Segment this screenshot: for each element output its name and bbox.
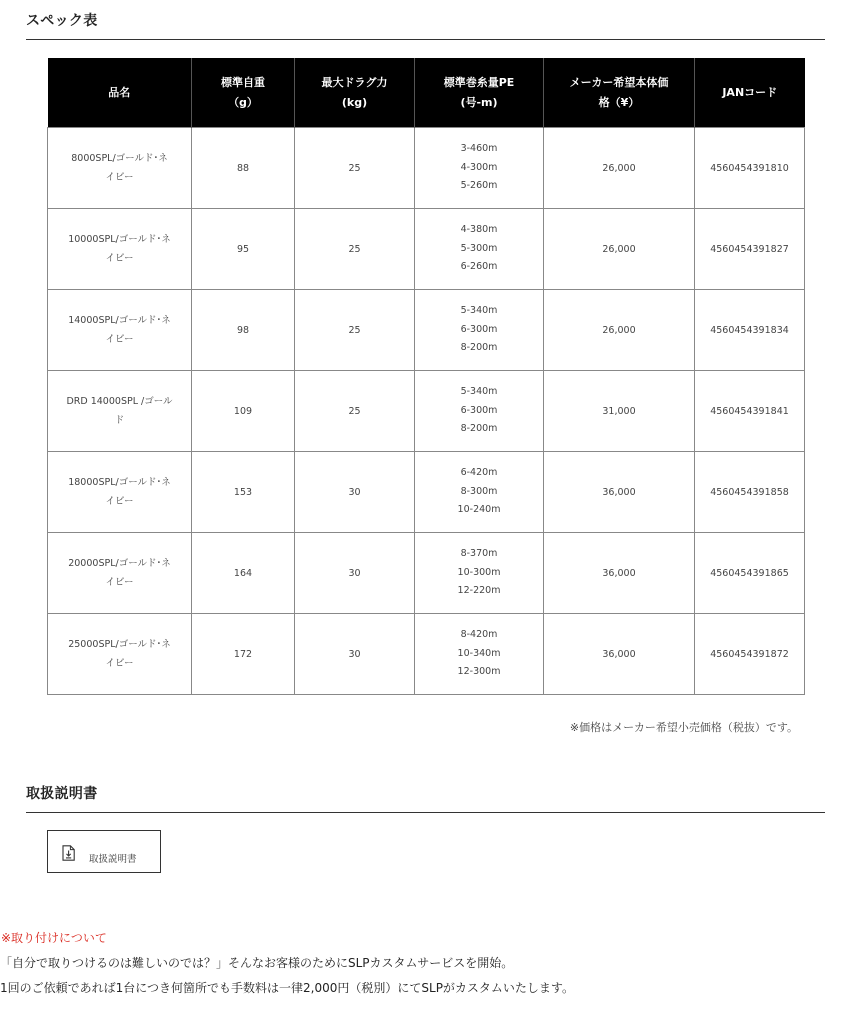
product-name-cell — [48, 290, 192, 371]
line-capacity-line: 6-300m — [460, 323, 498, 335]
line-capacity-line: 8-370m — [460, 548, 498, 560]
price-cell: 36,000 — [544, 533, 695, 614]
line-capacity-line: 3-460m — [460, 143, 498, 155]
jan-code-cell: 4560454391834 — [695, 290, 805, 371]
line-capacity-line: 5-260m — [460, 180, 498, 192]
product-name-line: イビー — [105, 496, 134, 507]
jan-code-cell: 4560454391841 — [695, 371, 805, 452]
line-capacity-line: 8-200m — [460, 423, 498, 435]
manual-section — [26, 785, 825, 813]
line-capacity-cell — [415, 452, 544, 533]
table-row — [48, 614, 805, 695]
header-line-capacity-label: 標準巻糸量PE — [443, 75, 515, 89]
spec-table-header-row — [48, 58, 805, 128]
drag-cell: 25 — [295, 209, 415, 290]
price-note: ※価格はメーカー希望小売価格（税抜）です。 — [569, 721, 798, 734]
header-max-drag-label: 最大ドラグ力 — [321, 75, 388, 89]
weight-cell: 109 — [192, 371, 295, 452]
weight-cell: 172 — [192, 614, 295, 695]
document-download-icon — [62, 845, 75, 861]
header-line-capacity — [415, 58, 544, 128]
weight-cell: 153 — [192, 452, 295, 533]
spec-section — [26, 12, 825, 40]
header-product-name — [48, 58, 192, 128]
product-name-line: イビー — [105, 172, 134, 183]
product-name-line: イビー — [105, 577, 134, 588]
notice-line: 「自分で取りつけるのは難しいのでは？」そんなお客様のためにSLPカスタムサービスを開始。 — [0, 956, 514, 970]
jan-code-cell: 4560454391810 — [695, 128, 805, 209]
header-price-label: メーカー希望本体価 — [569, 75, 669, 89]
jan-code-cell: 4560454391827 — [695, 209, 805, 290]
spec-table — [47, 58, 805, 695]
manual-section-title: 取扱説明書 — [26, 785, 825, 813]
header-weight-unit: （g） — [228, 95, 258, 109]
line-capacity-line: 5-340m — [460, 386, 498, 398]
product-name-line: イビー — [105, 253, 134, 264]
product-name-line: 25000SPL/ゴールド･ネ — [68, 639, 171, 650]
table-row — [48, 128, 805, 209]
table-row — [48, 533, 805, 614]
notice-line: 1回のご依頼であれば1台につき何箇所でも手数料は一律2,000円（税別）にてSLPがカスタムいたします。 — [0, 981, 574, 995]
drag-cell: 25 — [295, 290, 415, 371]
table-row — [48, 371, 805, 452]
installation-notice — [0, 929, 850, 1001]
line-capacity-line: 8-300m — [460, 485, 498, 497]
header-line-capacity-unit: (号-m) — [460, 95, 498, 109]
product-name-line: イビー — [105, 334, 134, 345]
weight-cell: 164 — [192, 533, 295, 614]
line-capacity-line: 5-340m — [460, 305, 498, 317]
table-row — [48, 452, 805, 533]
line-capacity-line: 4-300m — [460, 161, 498, 173]
line-capacity-line: 4-380m — [460, 224, 498, 236]
product-name-line: 20000SPL/ゴールド･ネ — [68, 558, 171, 569]
notice-title: ※取り付けについて — [1, 931, 107, 945]
product-name-line: 14000SPL/ゴールド･ネ — [68, 315, 171, 326]
header-max-drag-unit: (kg) — [341, 95, 368, 109]
line-capacity-line: 12-300m — [457, 666, 501, 678]
line-capacity-line: 10-300m — [457, 566, 501, 578]
line-capacity-line: 5-300m — [460, 242, 498, 254]
line-capacity-cell — [415, 371, 544, 452]
header-jan-code — [695, 58, 805, 128]
jan-code-cell: 4560454391872 — [695, 614, 805, 695]
spec-section-title: スペック表 — [26, 12, 825, 40]
line-capacity-cell — [415, 209, 544, 290]
header-weight-label: 標準自重 — [221, 75, 265, 89]
line-capacity-cell — [415, 614, 544, 695]
drag-cell: 30 — [295, 452, 415, 533]
weight-cell: 98 — [192, 290, 295, 371]
product-name-cell — [48, 614, 192, 695]
price-cell: 26,000 — [544, 128, 695, 209]
price-cell: 36,000 — [544, 614, 695, 695]
header-price — [544, 58, 695, 128]
manual-download-button[interactable] — [47, 830, 161, 873]
line-capacity-line: 6-300m — [460, 404, 498, 416]
jan-code-cell: 4560454391858 — [695, 452, 805, 533]
jan-code-cell: 4560454391865 — [695, 533, 805, 614]
line-capacity-line: 8-420m — [460, 629, 498, 641]
line-capacity-line: 6-420m — [460, 467, 498, 479]
drag-cell: 30 — [295, 533, 415, 614]
header-max-drag — [295, 58, 415, 128]
price-cell: 31,000 — [544, 371, 695, 452]
product-name-line: 10000SPL/ゴールド･ネ — [68, 234, 171, 245]
drag-cell: 25 — [295, 371, 415, 452]
drag-cell: 25 — [295, 128, 415, 209]
weight-cell: 88 — [192, 128, 295, 209]
product-name-cell — [48, 209, 192, 290]
drag-cell: 30 — [295, 614, 415, 695]
table-row — [48, 290, 805, 371]
product-name-line: イビー — [105, 658, 134, 669]
line-capacity-line: 12-220m — [457, 585, 501, 597]
header-price-unit: 格（¥） — [598, 95, 640, 109]
header-weight — [192, 58, 295, 128]
line-capacity-cell — [415, 290, 544, 371]
line-capacity-cell — [415, 128, 544, 209]
product-name-line: ド — [114, 415, 125, 426]
line-capacity-cell — [415, 533, 544, 614]
line-capacity-line: 10-240m — [457, 504, 501, 516]
weight-cell: 95 — [192, 209, 295, 290]
product-name-line: 8000SPL/ゴールド･ネ — [71, 153, 168, 164]
line-capacity-line: 8-200m — [460, 342, 498, 354]
table-row — [48, 209, 805, 290]
line-capacity-line: 10-340m — [457, 647, 501, 659]
product-name-cell — [48, 533, 192, 614]
price-cell: 36,000 — [544, 452, 695, 533]
price-cell: 26,000 — [544, 290, 695, 371]
header-product-name-label: 品名 — [108, 85, 131, 99]
product-name-cell — [48, 128, 192, 209]
product-name-line: 18000SPL/ゴールド･ネ — [68, 477, 171, 488]
price-cell: 26,000 — [544, 209, 695, 290]
line-capacity-line: 6-260m — [460, 261, 498, 273]
product-name-cell — [48, 371, 192, 452]
manual-download-label: 取扱説明書 — [89, 854, 137, 865]
header-jan-code-label: JANコード — [722, 85, 778, 99]
product-name-cell — [48, 452, 192, 533]
product-name-line: DRD 14000SPL /ゴール — [66, 396, 173, 407]
